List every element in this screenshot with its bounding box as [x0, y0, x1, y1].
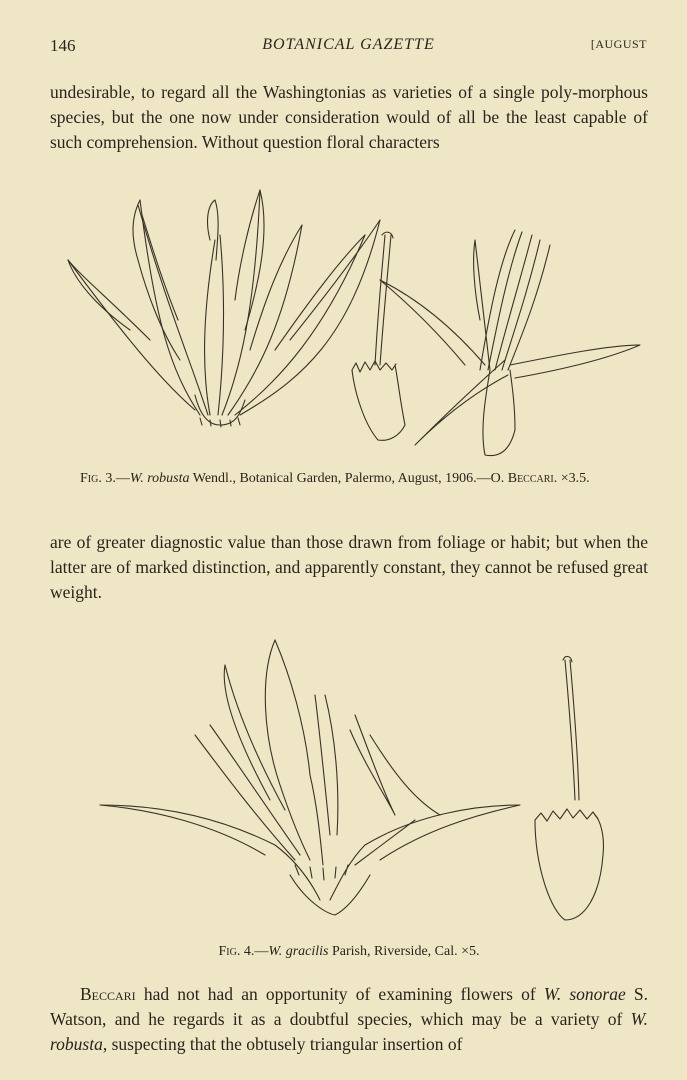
running-title: BOTANICAL GAZETTE: [262, 36, 435, 53]
fig3-pistil: [352, 232, 405, 440]
author-name: Beccari: [80, 984, 136, 1004]
paragraph-3: Beccari had not had an opportunity of examining flowers of W. sonorae S. Watson, and he regards it as a doubtful species, which may be a variety of W. robusta, suspecting that the obtusely triangular insertion of: [50, 984, 648, 1054]
species-name: W. sonorae: [543, 984, 626, 1004]
fig3-flower-left: [68, 190, 380, 427]
figure-4-caption: Fig. 4.—W. gracilis Parish, Riverside, Cal. ×5.: [218, 944, 480, 959]
figure-3-illustration: [60, 180, 650, 460]
paragraph-2: are of greater diagnostic value than those drawn from foliage or habit; but when the latter are of marked distinction, and apparently constant, they cannot be refused great weight.: [50, 532, 648, 602]
running-header: [50, 36, 647, 60]
paragraph-1: undesirable, to regard all the Washingtonias as varieties of a single poly-morphous species, but the one now under consideration would of all be the least capable of such comprehension. Without question floral characters: [50, 82, 648, 152]
figure-4-illustration: [95, 635, 615, 930]
fig4-ovary: [535, 656, 603, 920]
species-name: W. robusta: [50, 1009, 648, 1054]
fig3-flower-right: [380, 230, 640, 456]
fig4-flower: [100, 640, 520, 915]
page-number: 146: [50, 36, 76, 55]
figure-3-caption: Fig. 3.—W. robusta Wendl., Botanical Garden, Palermo, August, 1906.—O. Beccari. ×3.5.: [80, 471, 590, 486]
running-month: [AUGUST: [590, 37, 647, 51]
